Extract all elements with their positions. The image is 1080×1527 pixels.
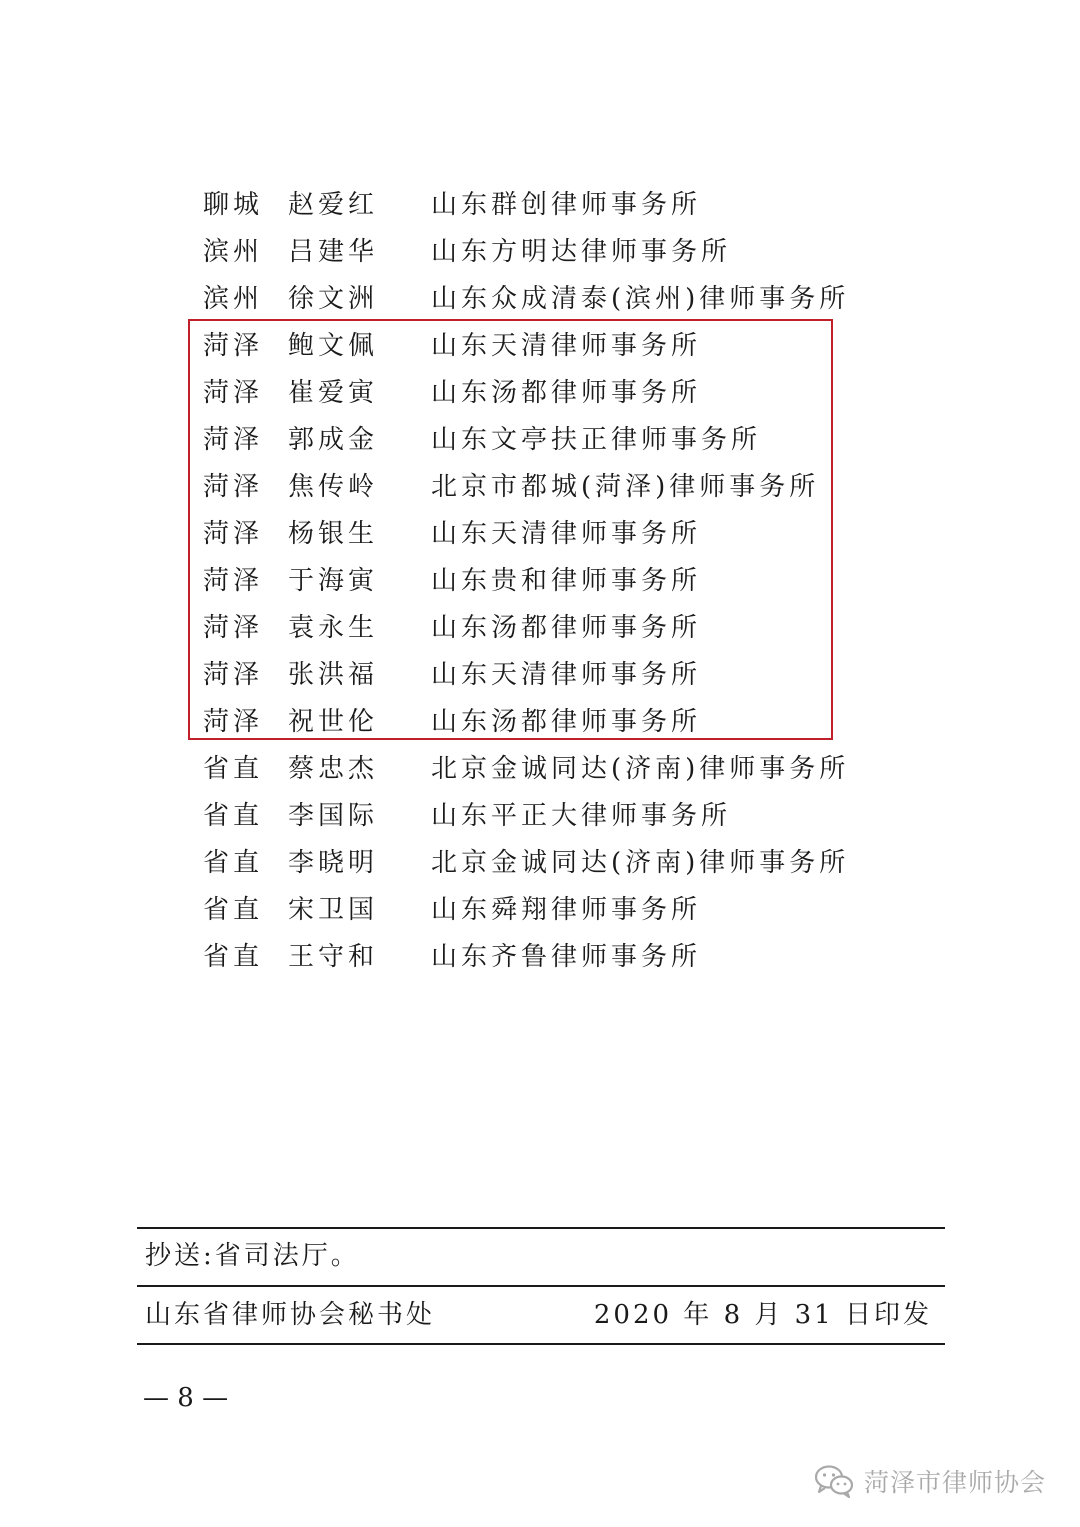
roster-row — [0, 276, 1080, 323]
divider-line — [137, 1285, 945, 1287]
name-cell: 于海寅 — [288, 566, 379, 596]
region-cell: 菏泽 — [203, 425, 264, 455]
name-cell: 袁永生 — [288, 613, 379, 643]
name-cell: 赵爱红 — [288, 190, 379, 220]
region-cell: 省直 — [203, 754, 264, 784]
firm-cell: 北京金诚同达(济南)律师事务所 — [431, 754, 850, 784]
region-cell: 菏泽 — [203, 707, 264, 737]
name-cell: 焦传岭 — [288, 472, 379, 502]
firm-cell: 北京市都城(菏泽)律师事务所 — [431, 472, 820, 502]
firm-cell: 山东贵和律师事务所 — [431, 566, 702, 596]
name-cell: 杨银生 — [288, 519, 379, 549]
region-cell: 滨州 — [203, 284, 264, 314]
region-cell: 滨州 — [203, 237, 264, 267]
divider-line — [137, 1343, 945, 1345]
name-cell: 徐文洲 — [288, 284, 379, 314]
watermark — [814, 1459, 1046, 1503]
firm-cell: 山东文亭扶正律师事务所 — [431, 425, 762, 455]
roster-row — [0, 840, 1080, 887]
name-cell: 郭成金 — [288, 425, 379, 455]
name-cell: 祝世伦 — [288, 707, 379, 737]
firm-cell: 山东汤都律师事务所 — [431, 378, 702, 408]
name-cell: 宋卫国 — [288, 895, 379, 925]
name-cell: 李国际 — [288, 801, 379, 831]
name-cell: 张洪福 — [288, 660, 379, 690]
watermark-text: 菏泽市律师协会 — [863, 1468, 1046, 1497]
region-cell: 菏泽 — [203, 613, 264, 643]
heze-highlight-box — [188, 319, 833, 740]
firm-cell: 北京金诚同达(济南)律师事务所 — [431, 848, 850, 878]
roster-row — [0, 793, 1080, 840]
region-cell: 省直 — [203, 895, 264, 925]
issuer-name: 山东省律师协会秘书处 — [145, 1300, 436, 1330]
issue-date: 2020 年 8 月 31 日印发 — [593, 1300, 932, 1330]
wechat-icon — [814, 1464, 854, 1498]
region-cell: 聊城 — [203, 190, 264, 220]
roster-row — [0, 229, 1080, 276]
firm-cell: 山东天清律师事务所 — [431, 519, 702, 549]
region-cell: 菏泽 — [203, 660, 264, 690]
region-cell: 菏泽 — [203, 519, 264, 549]
firm-cell: 山东平正大律师事务所 — [431, 801, 732, 831]
region-cell: 省直 — [203, 801, 264, 831]
firm-cell: 山东汤都律师事务所 — [431, 613, 702, 643]
firm-cell: 山东齐鲁律师事务所 — [431, 942, 702, 972]
region-cell: 省直 — [203, 848, 264, 878]
name-cell: 李晓明 — [288, 848, 379, 878]
page-number: — 8 — — [143, 1383, 229, 1413]
firm-cell: 山东方明达律师事务所 — [431, 237, 732, 267]
name-cell: 吕建华 — [288, 237, 379, 267]
name-cell: 鲍文佩 — [288, 331, 379, 361]
region-cell: 菏泽 — [203, 472, 264, 502]
roster-row — [0, 746, 1080, 793]
name-cell: 蔡忠杰 — [288, 754, 379, 784]
cc-recipient: 抄送:省司法厅。 — [145, 1241, 360, 1271]
divider-line — [137, 1227, 945, 1229]
roster-row — [0, 887, 1080, 934]
roster-row — [0, 182, 1080, 229]
firm-cell: 山东群创律师事务所 — [431, 190, 702, 220]
firm-cell: 山东众成清泰(滨州)律师事务所 — [431, 284, 850, 314]
roster-row — [0, 934, 1080, 981]
firm-cell: 山东汤都律师事务所 — [431, 707, 702, 737]
name-cell: 王守和 — [288, 942, 379, 972]
region-cell: 省直 — [203, 942, 264, 972]
region-cell: 菏泽 — [203, 378, 264, 408]
region-cell: 菏泽 — [203, 566, 264, 596]
firm-cell: 山东天清律师事务所 — [431, 331, 702, 361]
firm-cell: 山东天清律师事务所 — [431, 660, 702, 690]
region-cell: 菏泽 — [203, 331, 264, 361]
name-cell: 崔爱寅 — [288, 378, 379, 408]
firm-cell: 山东舜翔律师事务所 — [431, 895, 702, 925]
